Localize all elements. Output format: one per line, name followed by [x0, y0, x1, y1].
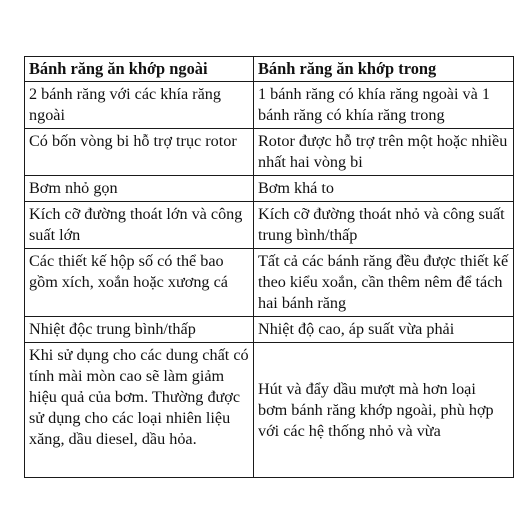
table-cell-internal: Bơm khá to	[254, 176, 514, 202]
table-cell-external: Các thiết kế hộp số có thể bao gồm xích, xoắn hoặc xương cá	[25, 249, 254, 317]
table-cell-external: Nhiệt độc trung bình/thấp	[25, 317, 254, 343]
table-row	[25, 343, 514, 478]
table-row	[25, 129, 514, 176]
table-row	[25, 176, 514, 202]
table-cell-internal: Hút và đẩy dầu mượt mà hơn loại bơm bánh răng khớp ngoài, phù hợp với các hệ thống nhỏ và vừa	[254, 343, 514, 478]
table-cell-internal: Nhiệt độ cao, áp suất vừa phải	[254, 317, 514, 343]
table-cell-external: Khi sử dụng cho các dung chất có tính mài mòn cao sẽ làm giảm hiệu quả của bơm. Thường được sử dụng cho các loại nhiên liệu xăng, dầu diesel, dầu hỏa.	[25, 343, 254, 478]
comparison-table-container	[24, 56, 513, 478]
table-cell-external: Kích cỡ đường thoát lớn và công suất lớn	[25, 202, 254, 249]
table-row	[25, 317, 514, 343]
table-cell-internal: Kích cỡ đường thoát nhỏ và công suất trung bình/thấp	[254, 202, 514, 249]
table-row	[25, 249, 514, 317]
table-cell-internal: 1 bánh răng có khía răng ngoài và 1 bánh răng có khía răng trong	[254, 82, 514, 129]
table-cell-internal: Tất cả các bánh răng đều được thiết kế theo kiểu xoắn, cần thêm nêm để tách hai bánh răng	[254, 249, 514, 317]
table-cell-external: Bơm nhỏ gọn	[25, 176, 254, 202]
table-cell-internal: Rotor được hỗ trợ trên một hoặc nhiều nhất hai vòng bi	[254, 129, 514, 176]
table-row	[25, 202, 514, 249]
table-header-row	[25, 57, 514, 82]
comparison-table	[24, 56, 514, 478]
header-internal-gear: Bánh răng ăn khớp trong	[254, 57, 514, 82]
table-cell-external: 2 bánh răng với các khía răng ngoài	[25, 82, 254, 129]
table-row	[25, 82, 514, 129]
header-external-gear: Bánh răng ăn khớp ngoài	[25, 57, 254, 82]
table-cell-external: Có bốn vòng bi hỗ trợ trục rotor	[25, 129, 254, 176]
